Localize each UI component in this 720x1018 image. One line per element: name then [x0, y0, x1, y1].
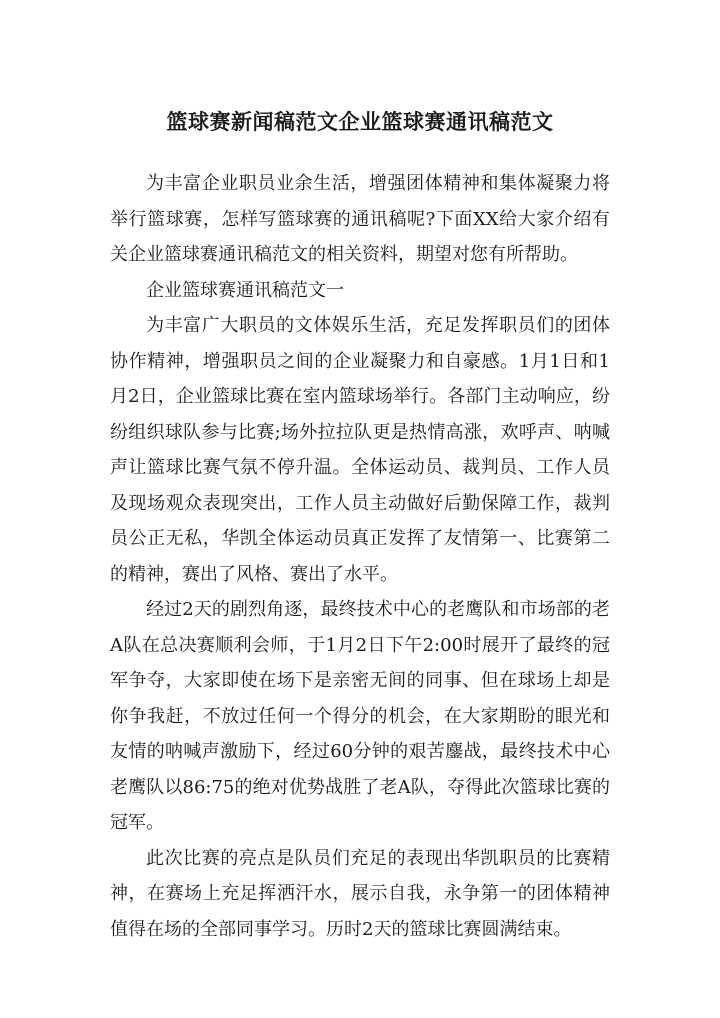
- document-body: [110, 166, 610, 947]
- section-heading: 企业篮球赛通讯稿范文一: [146, 279, 344, 301]
- paragraph-summary: 此次比赛的亮点是队员们充足的表现出华凯职员的比赛精神，在赛场上充足挥洒汗水，展示自我，永争第一的团体精神值得在场的全部同事学习。历时2天的篮球比赛圆满结束。: [110, 847, 610, 940]
- paragraph-event: 为丰富广大职员的文体娱乐生活，充足发挥职员们的团体协作精神，增强职员之间的企业凝聚力和自豪感。1月1日和1月2日，企业篮球比赛在室内篮球场举行。各部门主动响应，纷纷组织球队参与比赛;场外拉拉队更是热情高涨，欢呼声、呐喊声让篮球比赛气氛不停升温。全体运动员、裁判员、工作人员及现场观众表现突出，工作人员主动做好后勤保障工作，裁判员公正无私，华凯全体运动员真正发挥了友情第一、比赛第二的精神，赛出了风格、赛出了水平。: [110, 315, 610, 585]
- paragraph-intro: 为丰富企业职员业余生活，增强团体精神和集体凝聚力将举行篮球赛，怎样写篮球赛的通讯稿呢?下面XX给大家介绍有关企业篮球赛通讯稿范文的相关资料，期望对您有所帮助。: [110, 173, 610, 265]
- paragraph-final: 经过2天的剧烈角逐，最终技术中心的老鹰队和市场部的老A队在总决赛顺利会师，于1月2日下午2:00时展开了最终的冠军争夺，大家即使在场下是亲密无间的同事、但在球场上却是你争我赶，不放过任何一个得分的机会，在大家期盼的眼光和友情的呐喊声激励下，经过60分钟的艰苦鏖战，最终技术中心老鹰队以86:75的绝对优势战胜了老A队，夺得此次篮球比赛的冠军。: [110, 599, 610, 833]
- document-title: 篮球赛新闻稿范文企业篮球赛通讯稿范文: [166, 109, 554, 135]
